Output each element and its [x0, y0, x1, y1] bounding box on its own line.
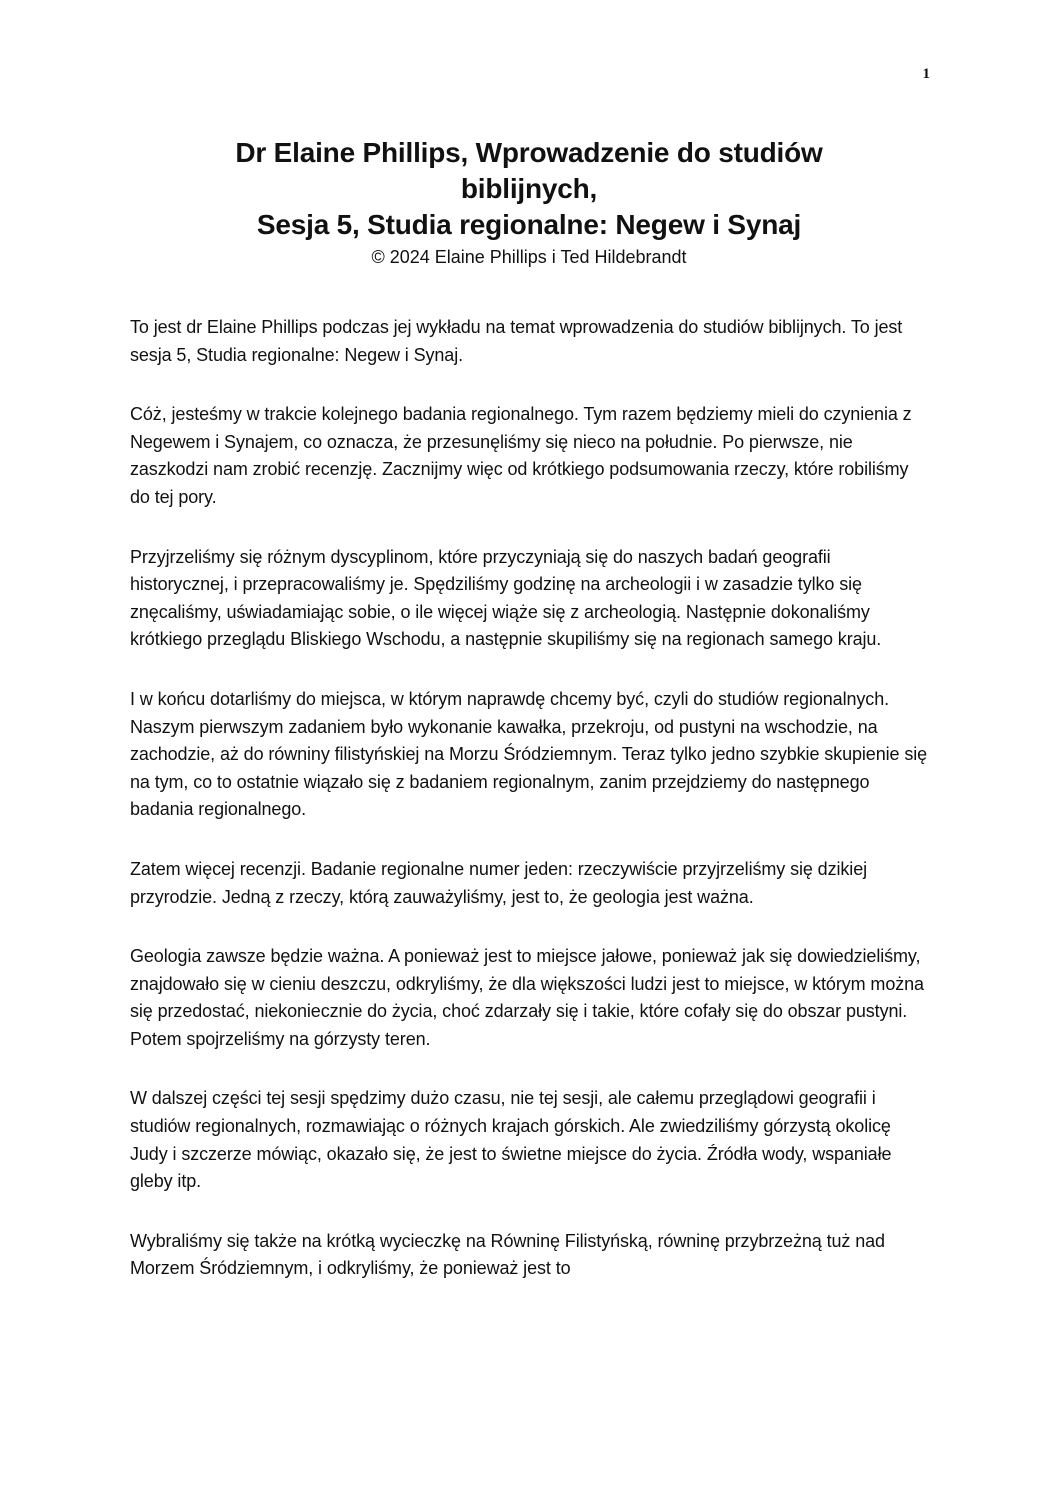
paragraph-2: Cóż, jesteśmy w trakcie kolejnego badania regionalnego. Tym razem będziemy mieli do czynienia z Negewem i Synajem, co oznacza, że przesunęliśmy się nieco na południe. Po pierwsze, nie zaszkodzi nam zrobić recenzję. Zacznijmy więc od krótkiego podsumowania rzeczy, które robiliśmy do tej pory.: [130, 404, 912, 507]
copyright-notice: © 2024 Elaine Phillips i Ted Hildebrandt: [371, 247, 687, 267]
document-header: [130, 135, 928, 269]
page-number: 1: [922, 66, 930, 82]
paragraph-1: To jest dr Elaine Phillips podczas jej wykładu na temat wprowadzenia do studiów biblijnych. To jest sesja 5, Studia regionalne: Negew i Synaj.: [130, 317, 903, 365]
title-line-2: biblijnych,: [460, 173, 598, 204]
body-text: [130, 314, 930, 1315]
paragraph-8: Wybraliśmy się także na krótką wycieczkę na Równinę Filistyńską, równinę przybrzeżną tuż nad Morzem Śródziemnym, i odkryliśmy, że ponieważ jest to: [130, 1230, 885, 1279]
paragraph-4: I w końcu dotarliśmy do miejsca, w którym naprawdę chcemy być, czyli do studiów regionalnych. Naszym pierwszym zadaniem było wykonanie kawałka, przekroju, od pustyni na wschodzie, na zachodzie, aż do równiny filistyńskiej na Morzu Śródziemnym. Teraz tylko jedno szybkie skupienie się na tym, co to ostatnie wiązało się z badaniem regionalnym, zanim przejdziemy do następnego badania regionalnego.: [130, 688, 928, 820]
paragraph-6: Geologia zawsze będzie ważna. A ponieważ jest to miejsce jałowe, ponieważ jak się dowiedzieliśmy, znajdowało się w cieniu deszczu, odkryliśmy, że dla większości ludzi jest to miejsce, w którym można się przedostać, niekoniecznie do życia, choć zdarzały się i takie, które cofały się do obszar pustyni. Potem spojrzeliśmy na górzysty teren.: [130, 946, 924, 1049]
paragraph-7: W dalszej części tej sesji spędzimy dużo czasu, nie tej sesji, ale całemu przeglądowi geografii i studiów regionalnych, rozmawiając o różnych krajach górskich. Ale zwiedziliśmy górzystą okolicę Judy i szczerze mówiąc, okazało się, że jest to świetne miejsce do życia. Źródła wody, wspaniałe gleby itp.: [130, 1088, 892, 1192]
title-line-1: Dr Elaine Phillips, Wprowadzenie do studiów: [235, 137, 823, 168]
paragraph-5: Zatem więcej recenzji. Badanie regionalne numer jeden: rzeczywiście przyjrzeliśmy się dzikiej przyrodzie. Jedną z rzeczy, którą zauważyliśmy, jest to, że geologia jest ważna.: [130, 858, 867, 907]
title-line-3: Sesja 5, Studia regionalne: Negew i Synaj: [256, 209, 802, 240]
paragraph-3: Przyjrzeliśmy się różnym dyscyplinom, które przyczyniają się do naszych badań geografii historycznej, i przepracowaliśmy je. Spędziliśmy godzinę na archeologii i w zasadzie tylko się znęcaliśmy, uświadamiając sobie, o ile więcej wiąże się z archeologią. Następnie dokonaliśmy krótkiego przeglądu Bliskiego Wschodu, a następnie skupiliśmy się na regionach samego kraju.: [130, 546, 882, 650]
